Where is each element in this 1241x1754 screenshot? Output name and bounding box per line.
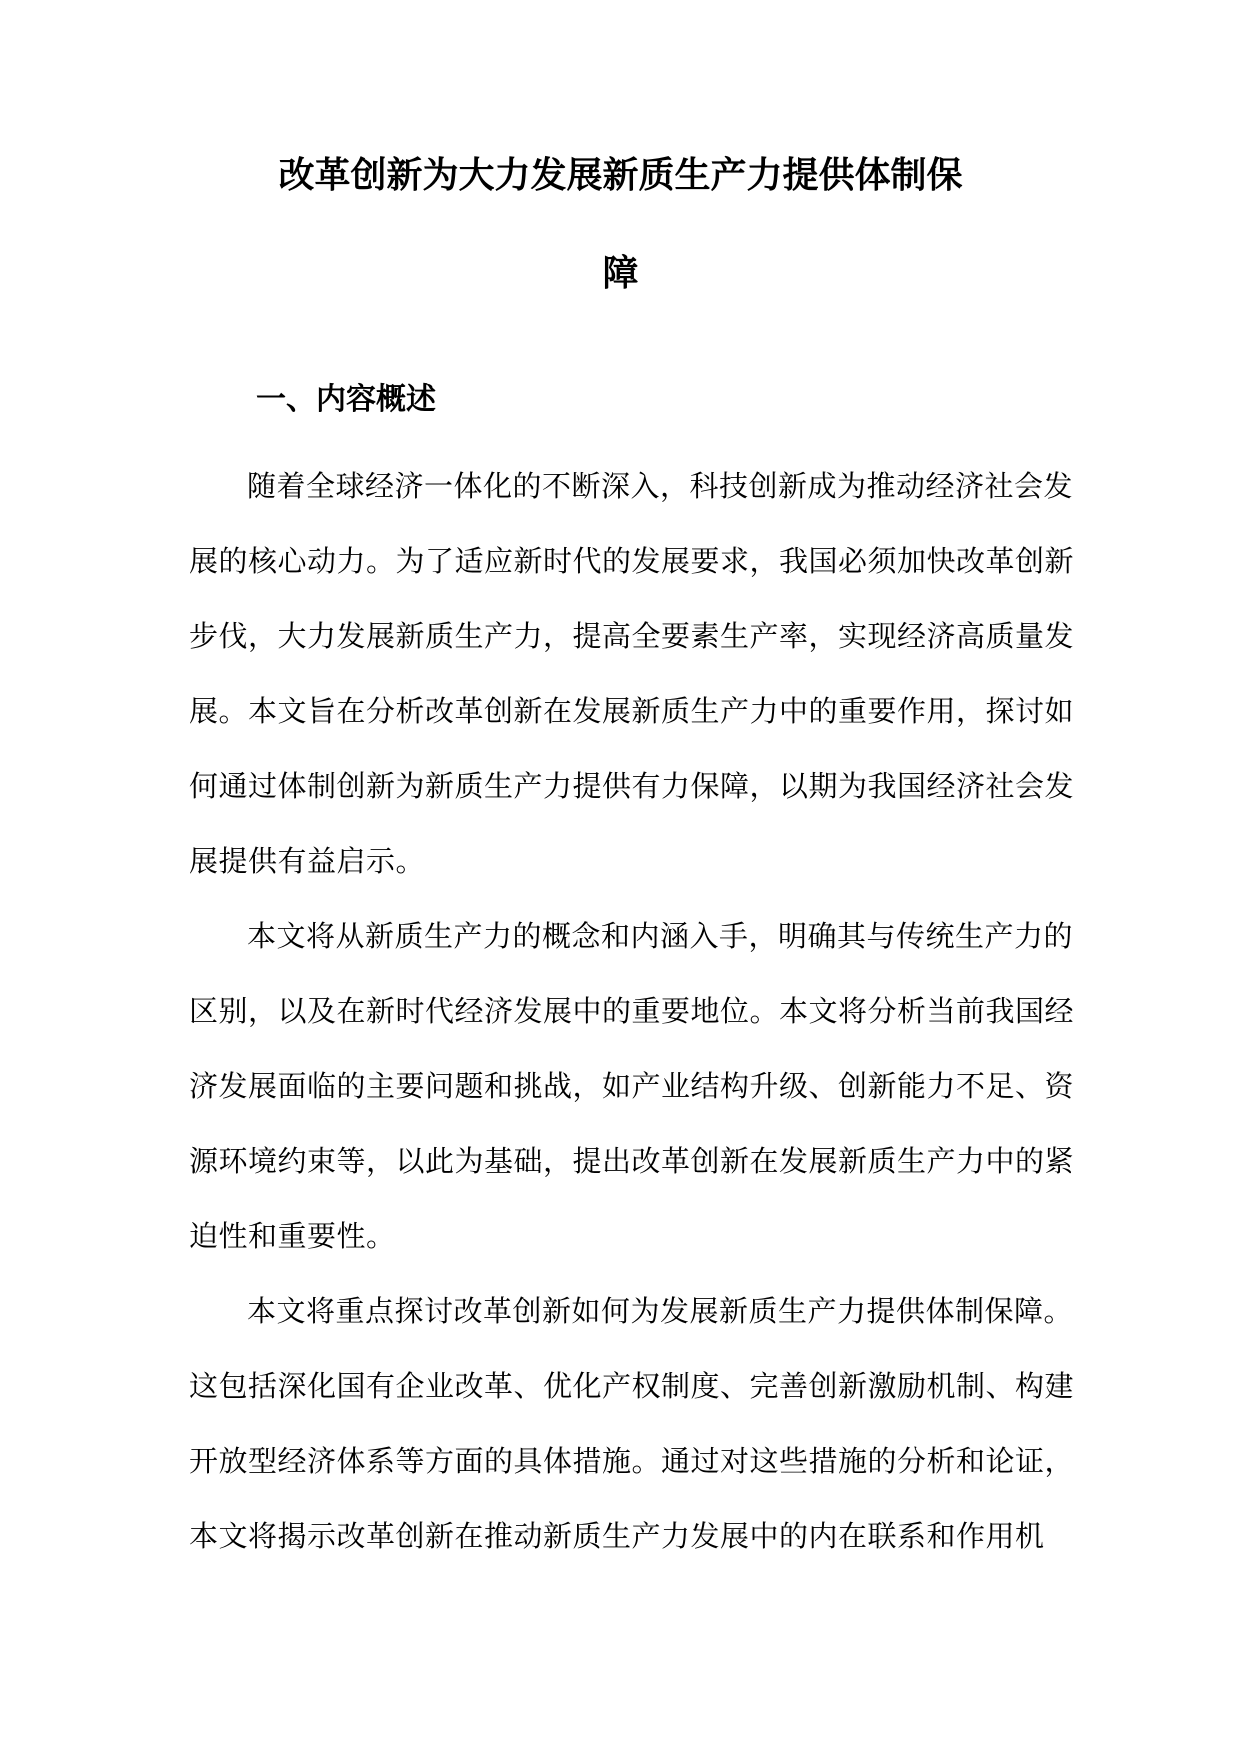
paragraph-3-line-3: 开放型经济体系等方面的具体措施。通过对这些措施的分析和论证， bbox=[189, 1444, 1075, 1478]
section-heading: 一、内容概述 bbox=[256, 382, 436, 417]
document-title-line-1: 改革创新为大力发展新质生产力提供体制保 bbox=[278, 155, 963, 196]
paragraph-1-line-1: 随着全球经济一体化的不断深入，科技创新成为推动经济社会发 bbox=[247, 469, 1074, 503]
paragraph-2-line-3: 济发展面临的主要问题和挑战，如产业结构升级、创新能力不足、资 bbox=[189, 1069, 1075, 1103]
paragraph-1-line-5: 何通过体制创新为新质生产力提供有力保障，以期为我国经济社会发 bbox=[189, 769, 1075, 803]
paragraph-1-line-3: 步伐，大力发展新质生产力，提高全要素生产率，实现经济高质量发 bbox=[189, 619, 1075, 653]
paragraph-2-line-1: 本文将从新质生产力的概念和内涵入手，明确其与传统生产力的 bbox=[247, 919, 1074, 953]
paragraph-1-line-6: 展提供有益启示。 bbox=[189, 844, 426, 878]
document-title-line-2: 障 bbox=[602, 253, 639, 294]
paragraph-3-line-1: 本文将重点探讨改革创新如何为发展新质生产力提供体制保障。 bbox=[247, 1294, 1074, 1328]
paragraph-3-line-4: 本文将揭示改革创新在推动新质生产力发展中的内在联系和作用机 bbox=[189, 1519, 1045, 1553]
paragraph-1-line-2: 展的核心动力。为了适应新时代的发展要求，我国必须加快改革创新 bbox=[189, 544, 1075, 578]
paragraph-2-line-4: 源环境约束等，以此为基础，提出改革创新在发展新质生产力中的紧 bbox=[189, 1144, 1075, 1178]
paragraph-1-line-4: 展。本文旨在分析改革创新在发展新质生产力中的重要作用，探讨如 bbox=[189, 694, 1075, 728]
paragraph-3-line-2: 这包括深化国有企业改革、优化产权制度、完善创新激励机制、构建 bbox=[189, 1369, 1075, 1403]
paragraph-2-line-2: 区别，以及在新时代经济发展中的重要地位。本文将分析当前我国经 bbox=[189, 994, 1075, 1028]
paragraph-2-line-5: 迫性和重要性。 bbox=[189, 1219, 396, 1253]
